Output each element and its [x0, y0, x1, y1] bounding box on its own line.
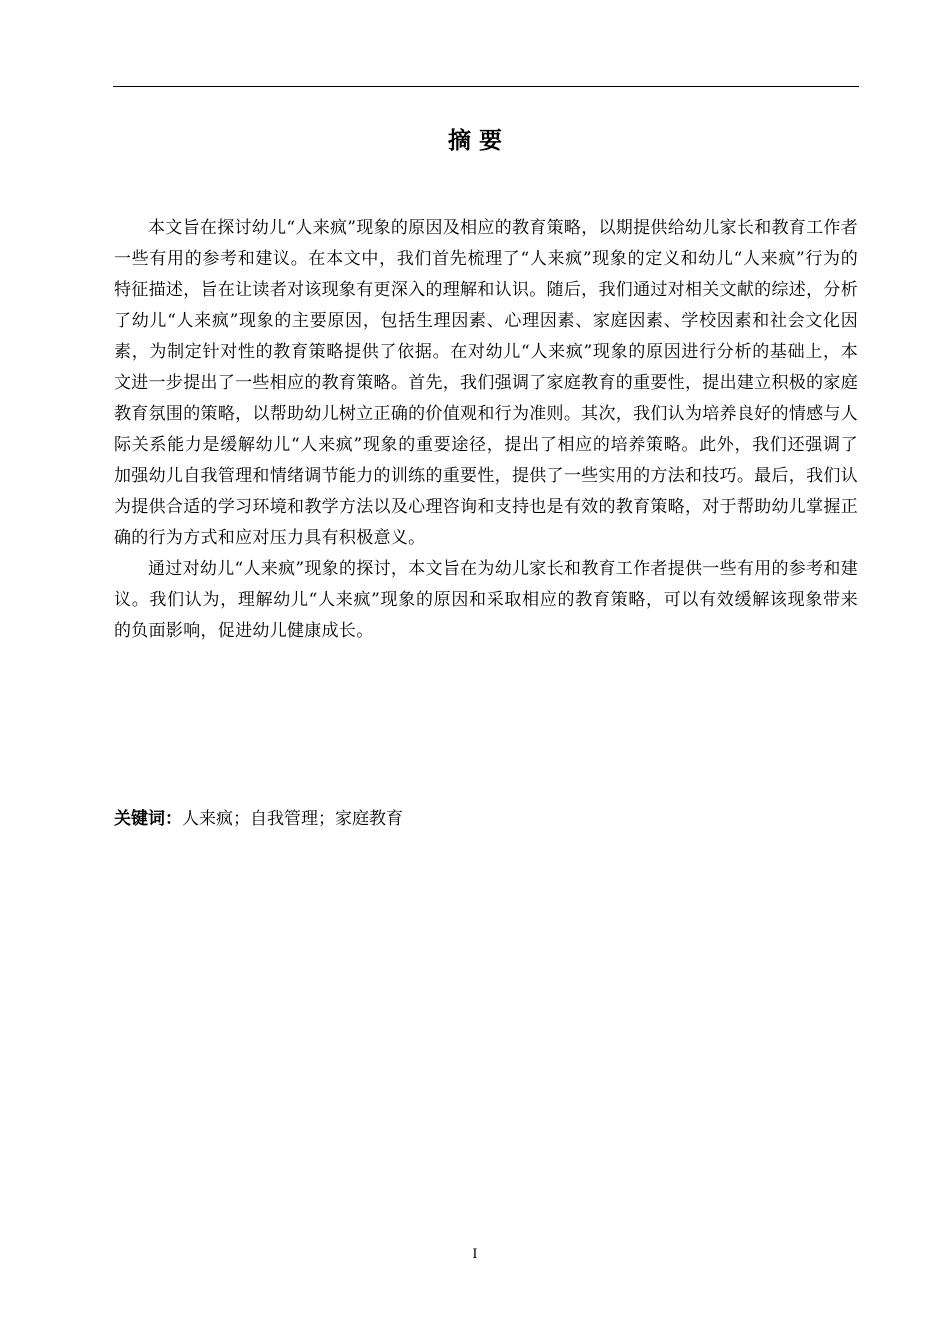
- abstract-body: [114, 213, 858, 647]
- abstract-title: 摘 要: [447, 128, 502, 154]
- keywords-text: 人来疯；自我管理；家庭教育: [182, 809, 403, 829]
- abstract-paragraph-1: 本文旨在探讨幼儿“人来疯”现象的原因及相应的教育策略，以期提供给幼儿家长和教育工作者一些有用的参考和建议。在本文中，我们首先梳理了“人来疯”现象的定义和幼儿“人来疯”行为的特征描述，旨在让读者对该现象有更深入的理解和认识。随后，我们通过对相关文献的综述，分析了幼儿“人来疯”现象的主要原因，包括生理因素、心理因素、家庭因素、学校因素和社会文化因素，为制定针对性的教育策略提供了依据。在对幼儿“人来疯”现象的原因进行分析的基础上，本文进一步提出了一些相应的教育策略。首先，我们强调了家庭教育的重要性，提出建立积极的家庭教育氛围的策略，以帮助幼儿树立正确的价值观和行为准则。其次，我们认为培养良好的情感与人际关系能力是缓解幼儿“人来疯”现象的重要途径，提出了相应的培养策略。此外，我们还强调了加强幼儿自我管理和情绪调节能力的训练的重要性，提供了一些实用的方法和技巧。最后，我们认为提供合适的学习环境和教学方法以及心理咨询和支持也是有效的教育策略，对于帮助幼儿掌握正确的行为方式和应对压力具有积极意义。: [114, 218, 858, 548]
- abstract-paragraph-2: 通过对幼儿“人来疯”现象的探讨，本文旨在为幼儿家长和教育工作者提供一些有用的参考和建议。我们认为，理解幼儿“人来疯”现象的原因和采取相应的教育策略，可以有效缓解该现象带来的负面影响，促进幼儿健康成长。: [114, 559, 858, 641]
- header-rule: [113, 86, 859, 87]
- page-number: I: [472, 1247, 478, 1262]
- keywords-label: 关键词：: [114, 809, 182, 829]
- keywords-line: [114, 804, 858, 835]
